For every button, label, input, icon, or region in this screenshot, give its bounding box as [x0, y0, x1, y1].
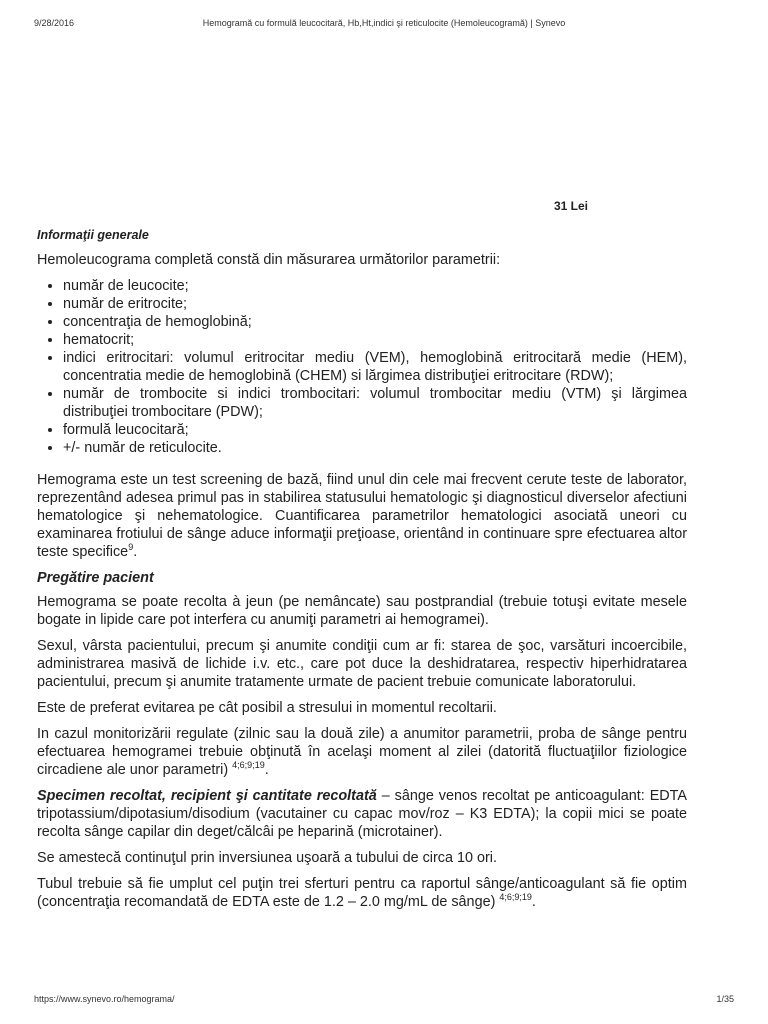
mix-paragraph: Se amestecă continuţul prin inversiunea uşoară a tubului de circa 10 ori. [37, 850, 497, 866]
prep-paragraph-4-text: In cazul monitorizării regulate (zilnic sau la două zile) a anumitor parametrii, proba de sânge pentru efectuarea hemogramei trebuie obţinută în acelaşi moment al zilei (datorită fluctuaţiilor fiziologice circadiene ale unor parametri) [37, 726, 687, 778]
list-item: • +/- număr de reticulocite. [63, 439, 687, 457]
list-item: • formulă leucocitară; [63, 421, 687, 439]
print-date: 9/28/2016 [34, 18, 75, 28]
prep-paragraph-3: Este de preferat evitarea pe cât posibil a stresului in momentul recoltarii. [37, 700, 497, 716]
list-item: • număr de eritrocite; [63, 295, 687, 313]
screening-paragraph: Hemograma este un test screening de bază, fiind unul din cele mai frecvent cerute teste de laborator, reprezentând adesea primul pas in stabilirea statusului hematologic şi diagnosticul diverselor afectiuni hematologice şi nehematologice. Cuantificarea parametrilor hematologici asociată uneori cu examinarea frotiului de sânge aduce informaţii preţioase, orientând in continuare spre efectuarea altor teste specifice$^9$. [37, 472, 687, 560]
list-item: • număr de leucocite; [63, 277, 687, 295]
list-item: • indici eritrocitari: volumul eritrocitar mediu (VEM), hemoglobină eritrocitară medie (HEM), concentratia medie de hemoglobină (CHEM) si lărgimea distribuţiei eritrocitare (RDW); [63, 349, 687, 385]
tube-text: Tubul trebuie să fie umplut cel puţin trei sferturi pentru ca raportul sânge/anticoagulant să fie optim (concentraţia recomandată de EDTA este de 1.2 – 2.0 mg/mL de sânge) [37, 876, 687, 910]
intro-paragraph: Hemoleucograma completă constă din măsurarea următorilor parametrii: [37, 252, 501, 268]
specimen-text: – sânge venos recoltat pe anticoagulant: EDTA tripotassium/dipotasium/disodium (vacutainer cu capac mov/roz – K3 EDTA); la copii mici se poate recolta sânge capilar din deget/călcâi pe heparină (microtainer). [37, 788, 688, 840]
section-title-patient-prep: Pregătire pacient [37, 570, 154, 586]
prep-paragraph-1: Hemograma se poate recolta à jeun (pe nemâncate) sau postprandial (trebuie totuşi evitate mesele bogate in lipide care pot interfera cu anumiţi parametri ai hemogramei). [37, 594, 687, 628]
specimen-label: Specimen recoltat, recipient şi cantitate recoltată [37, 788, 377, 804]
list-item: • concentraţia de hemoglobină; [63, 313, 687, 331]
list-item: • hematocrit; [63, 331, 687, 349]
print-footer [34, 994, 734, 1006]
print-header [34, 18, 734, 30]
reference-superscript: 4;6;9;19 [499, 892, 532, 903]
article-content [37, 227, 687, 919]
prep-paragraph-2: Sexul, vârsta pacientului, precum şi anumite condiţii cum ar fi: starea de şoc, varsături incoercibile, administrarea masivă de lichide i.v. etc., care pot duce la deshidratarea, respectiv hiperhidratarea pacientului, precum şi anumite tratamente urmate de pacient trebuie comunicate laboratorului. [37, 638, 687, 690]
list-item: • număr de trombocite si indici trombocitari: volumul trombocitar mediu (VTM) şi lărgimea distribuţiei trombocitare (PDW); [63, 385, 687, 421]
specimen-paragraph [37, 787, 687, 841]
section-title-general-info: Informaţii generale [37, 228, 149, 242]
prep-paragraph-4: In cazul monitorizării regulate (zilnic sau la două zile) a anumitor parametrii, proba de sânge pentru efectuarea hemogramei trebuie obţinută în acelaşi moment al zilei (datorită fluctuaţiilor fiziologice circadiene ale unor parametri) $^{4;6;9;19}$. [37, 726, 687, 778]
tube-paragraph: Tubul trebuie să fie umplut cel puţin trei sferturi pentru ca raportul sânge/anticoagulant să fie optim (concentraţia recomandată de EDTA este de 1.2 – 2.0 mg/mL de sânge) $^{4;6;9;19}$. [37, 876, 687, 910]
price-label: 31 Lei [554, 199, 589, 213]
reference-superscript: 9 [128, 542, 134, 553]
screening-text: Hemograma este un test screening de bază, fiind unul din cele mai frecvent cerute teste de laborator, reprezentând adesea primul pas in stabilirea statusului hematologic şi diagnosticul diverselor afectiuni hematologice şi nehematologice. Cuantificarea parametrilor hematologici asociată uneori cu examinarea frotiului de sânge aduce informaţii preţioase, orientând in continuare spre efectuarea altor teste specifice [37, 472, 687, 560]
document-title: Hemogramă cu formulă leucocitară, Hb,Ht,indici şi reticulocite (Hemoleucogramă) | Synevo [202, 18, 566, 28]
reference-superscript: 4;6;9;19 [232, 760, 265, 771]
page-url: https://www.synevo.ro/hemograma/ [34, 994, 175, 1004]
parameter-list [37, 277, 687, 457]
page-number: 1/35 [716, 994, 734, 1004]
